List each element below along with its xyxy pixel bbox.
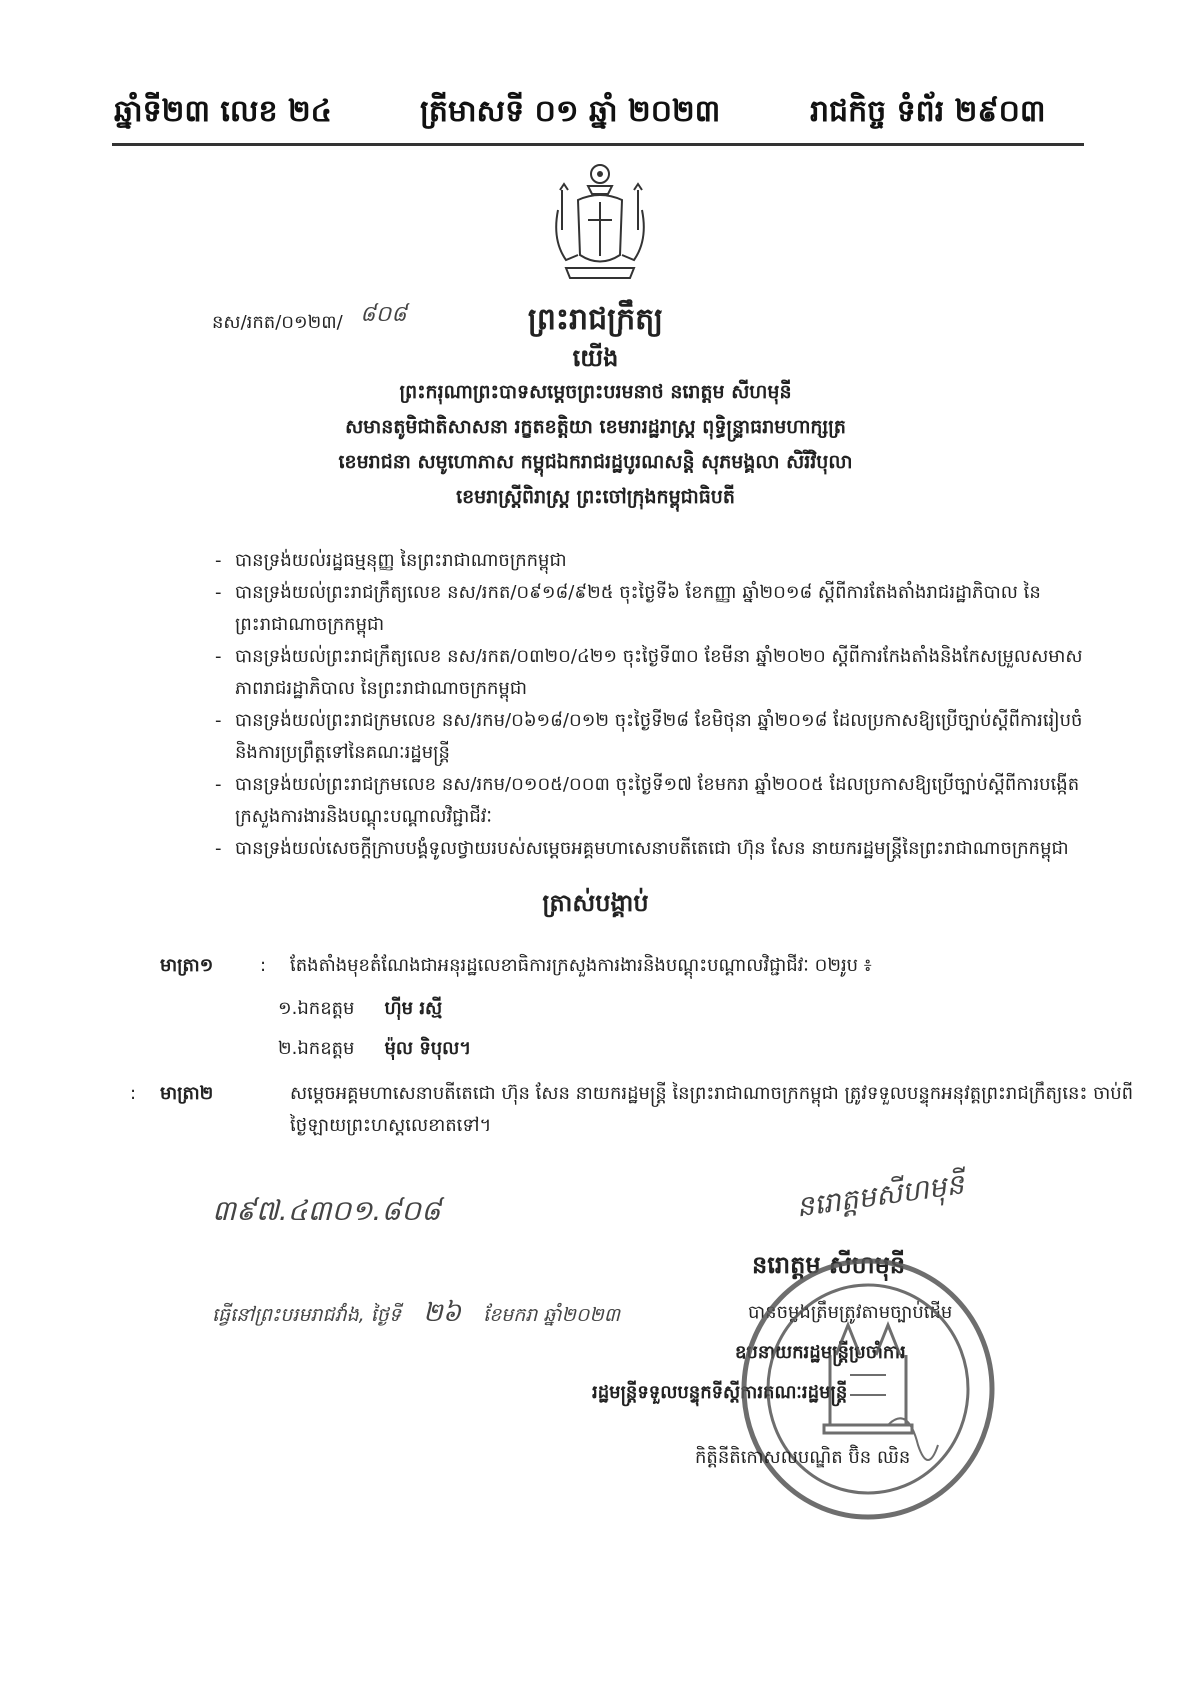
- certified-copy-line: បានចម្លងត្រឹមត្រូវតាមច្បាប់ដើម: [748, 1302, 953, 1323]
- king-signature: នរោត្តមសីហមុនី: [794, 1167, 966, 1224]
- handwritten-day: ២៦: [422, 1298, 462, 1328]
- gazette-year-issue: ឆ្នាំទី២៣ លេខ ២៤: [114, 94, 332, 129]
- royal-title-line: សមានតូមិជាតិសាសនា រក្ខតខត្តិយា ខេមរារដ្ឋរាស្ត្រ ពុទ្ធិន្ទ្រាធរាមហាក្សត្រ: [345, 416, 846, 438]
- basis-item: - បានទ្រង់យល់ព្រះរាជក្រឹត្យលេខ នស/រកត/០៣២០/៤២១ ចុះថ្ងៃទី៣០ ខែមីនា ឆ្នាំ២០២០ ស្តីពីការកែងតាំងនិងកែសម្រួលសមាសភាពរាជរដ្ឋាភិបាល នៃព្រះរាជាណាចក្រកម្ពុជា: [215, 646, 1083, 699]
- royal-coat-of-arms: [548, 160, 652, 285]
- article-2: មាត្រា២: សម្តេចអគ្គមហាសេនាបតីតេជោ ហ៊ុន សែន នាយករដ្ឋមន្ត្រី នៃព្រះរាជាណាចក្រកម្ពុជា ត្រូវទទួលបន្ទុកអនុវត្តព្រះរាជក្រឹត្យនេះ ចាប់ពីថ្ងៃឡាយព្រះហស្តលេខាតទៅ។: [160, 1078, 1170, 1142]
- basis-item: - បានទ្រង់យល់ព្រះរាជក្រមលេខ នស/រកម/០៦១៨/០១២ ចុះថ្ងៃទី២៨ ខែមិថុនា ឆ្នាំ២០១៨ ដែលប្រកាសឱ្យប្រើច្បាប់ស្តីពីការរៀបចំនិងការប្រព្រឹត្តទៅនៃគណៈរដ្ឋមន្ត្រី: [215, 710, 1083, 763]
- header-rule: [112, 143, 1084, 146]
- appointee-name: ម៉ុល ទិបុល។: [384, 1038, 472, 1059]
- royal-titles: [160, 375, 1031, 515]
- basis-item: - បានទ្រង់យល់ព្រះរាជក្រឹត្យលេខ នស/រកត/០៩១៨/៩២៥ ចុះថ្ងៃទី៦ ខែកញ្ញា ឆ្នាំ២០១៨ ស្តីពីការតែងតាំងរាជរដ្ឋាភិបាល នៃព្រះរាជាណាចក្រកម្ពុជា: [215, 582, 1041, 635]
- article-2-label: មាត្រា២: [160, 1083, 214, 1104]
- signer-name: កិត្តិនីតិកោសលបណ្ឌិត ប៊ិន ឈិន: [695, 1447, 911, 1468]
- reference-handwritten: ៨០៨: [360, 302, 407, 327]
- handwritten-code: ៣៩៧.៤៣០១.៨០៨: [212, 1194, 441, 1227]
- royal-we: យើង: [572, 344, 619, 372]
- royal-title-line: ខេមរាស្ត្រីពិរាស្ត្រ ព្រះចៅក្រុងកម្ពុជាធិបតី: [456, 486, 735, 508]
- basis-item: - បានទ្រង់យល់ព្រះរាជក្រមលេខ នស/រកម/០១០៥/០០៣ ចុះថ្ងៃទី១៧ ខែមករា ឆ្នាំ២០០៥ ដែលប្រកាសឱ្យប្រើច្បាប់ស្តីពីការបង្កើតក្រសួងការងារនិងបណ្តុះបណ្តាលវិជ្ជាជីវៈ: [215, 774, 1080, 827]
- basis-item: - បានទ្រង់យល់សេចក្តីក្រាបបង្គំទូលថ្វាយរបស់សម្តេចអគ្គមហាសេនាបតីតេជោ ហ៊ុន សែន នាយករដ្ឋមន្ត្រីនៃព្រះរាជាណាចក្រកម្ពុជា: [215, 838, 1069, 859]
- minister-title: រដ្ឋមន្ត្រីទទួលបន្ទុកទីស្តីការគណៈរដ្ឋមន្ត្រី: [592, 1382, 848, 1403]
- basis-item: - បានទ្រង់យល់រដ្ឋធម្មនុញ្ញ នៃព្រះរាជាណាចក្រកម្ពុជា: [215, 550, 567, 571]
- royal-title-line: ខេមរាជនា សមូហោភាស កម្ពុជឯករាជរដ្ឋបូរណសន្តិ សុភមង្គលា សិរីវិបុលា: [338, 451, 853, 473]
- appointee-name: ហ៊ីម រស្មី: [384, 998, 443, 1019]
- decree-heading: ត្រាស់បង្គាប់: [542, 889, 649, 917]
- article-1-label: មាត្រា១: [160, 955, 214, 976]
- king-name: នរោត្តម សីហមុនី: [752, 1251, 906, 1279]
- article-2-text: សម្តេចអគ្គមហាសេនាបតីតេជោ ហ៊ុន សែន នាយករដ្ឋមន្ត្រី នៃព្រះរាជាណាចក្រកម្ពុជា ត្រូវទទួលបន្ទុកអនុវត្តព្រះរាជក្រឹត្យនេះ ចាប់ពីថ្ងៃឡាយព្រះហស្តលេខាតទៅ។: [290, 1083, 1134, 1136]
- deputy-pm-title: ឧបនាយករដ្ឋមន្ត្រីប្រចាំការ: [735, 1342, 906, 1363]
- gazette-page: រាជកិច្ច ទំព័រ ២៩០៣: [810, 94, 1046, 129]
- appointee-2: ២.ឯកឧត្តម ម៉ុល ទិបុល។: [278, 1038, 472, 1059]
- official-seal-stamp: [738, 1255, 998, 1523]
- reference-number: នស/រកត/០១២៣/: [212, 312, 343, 333]
- basis-list: [215, 545, 1095, 865]
- article-1: មាត្រា១ : តែងតាំងមុខតំណែងជាអនុរដ្ឋលេខាធិការក្រសួងការងារនិងបណ្តុះបណ្តាលវិជ្ជាជីវៈ ០២រូប ៖: [160, 950, 1060, 982]
- article-1-text: តែងតាំងមុខតំណែងជាអនុរដ្ឋលេខាធិការក្រសួងការងារនិងបណ្តុះបណ្តាលវិជ្ជាជីវៈ ០២រូប ៖: [290, 955, 872, 976]
- gazette-quarter: ត្រីមាសទី ០១ ឆ្នាំ ២០២៣: [420, 94, 721, 129]
- royal-title-line: ព្រះករុណាព្រះបាទសម្តេចព្រះបរមនាថ នរោត្តម សីហមុនី: [399, 381, 792, 403]
- place-date: ធ្វើនៅព្រះបរមរាជវាំង, ថ្ងៃទី ២៦ ខែមករា ឆ្នាំ២០២៣: [212, 1298, 620, 1328]
- document-title: ព្រះរាជក្រឹត្យ: [527, 302, 664, 337]
- appointee-1: ១.ឯកឧត្តម ហ៊ីម រស្មី: [278, 998, 443, 1019]
